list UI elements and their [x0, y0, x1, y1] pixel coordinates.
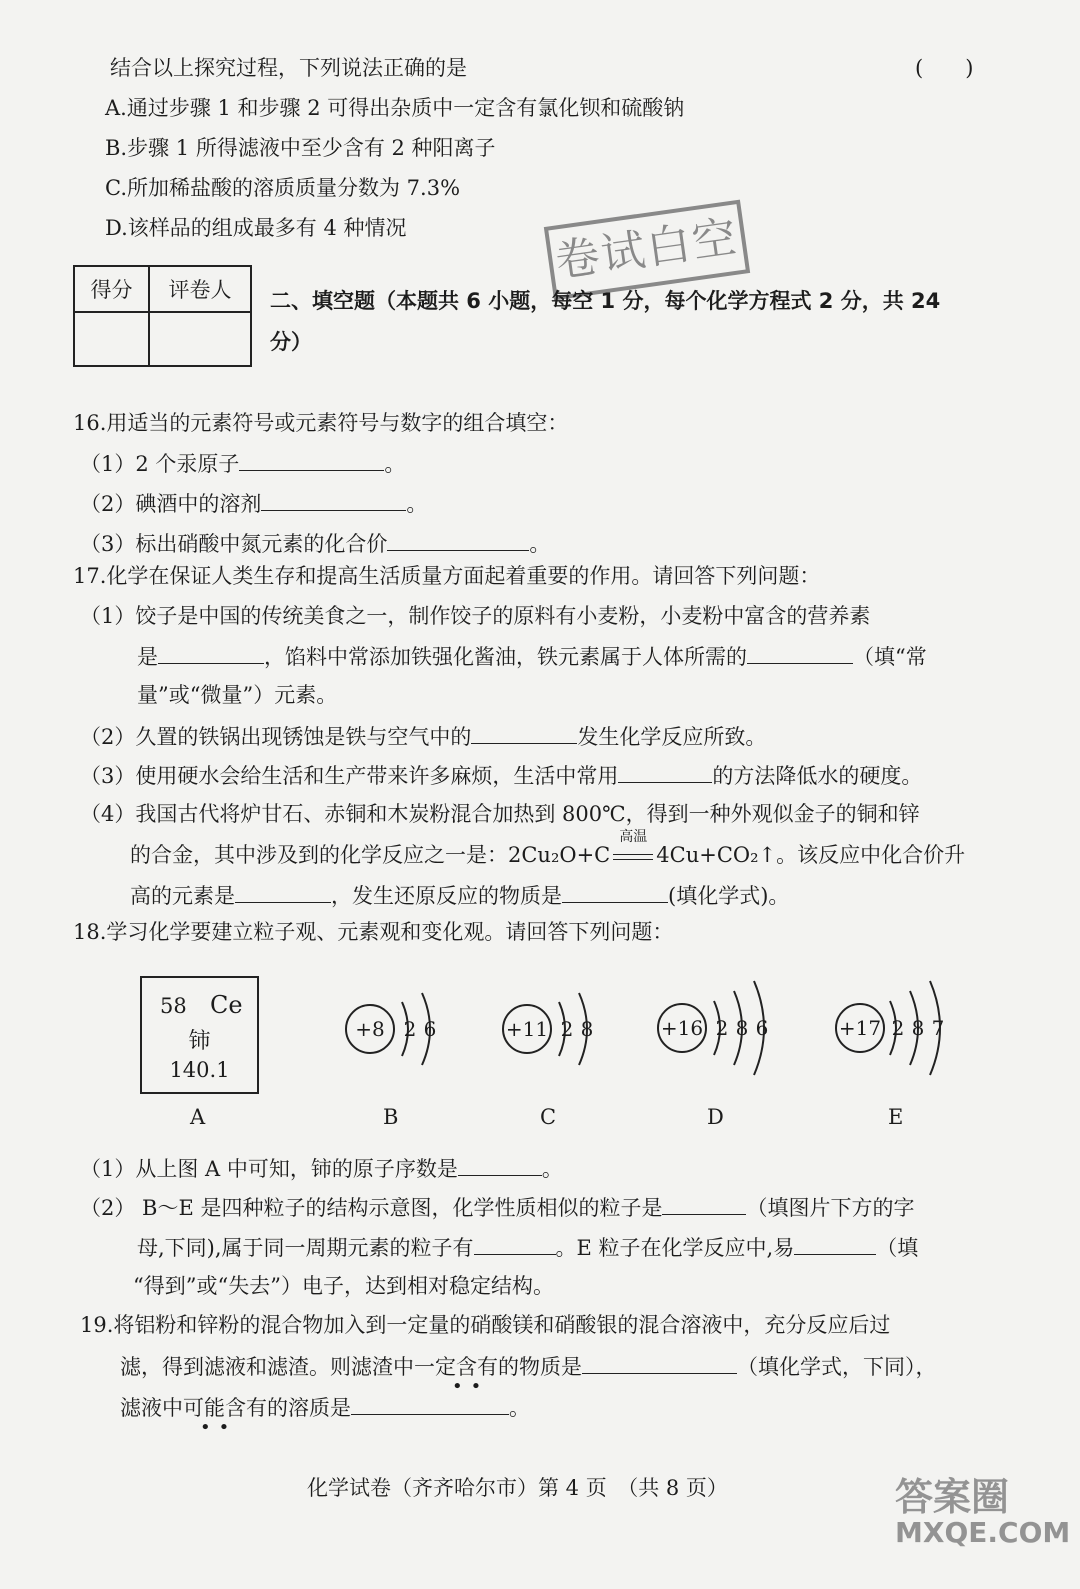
figure-label-e: E	[888, 1105, 904, 1129]
equation-condition-text: 高温	[619, 829, 648, 845]
q17-stem: 17.化学在保证人类生存和提高生活质量方面起着重要的作用。请回答下列问题：	[73, 564, 821, 588]
shell-electrons: 2	[891, 1016, 905, 1040]
q17-part2-text-a: （2）久置的铁锅出现锈蚀是铁与空气中的	[80, 725, 472, 749]
q16-part2-end: 。	[406, 492, 428, 516]
emphasis-dots: ••	[452, 1376, 490, 1397]
nucleus-charge: +17	[838, 1016, 882, 1040]
answer-blank[interactable]	[387, 532, 529, 551]
answer-blank[interactable]	[582, 1355, 737, 1374]
shell-electrons: 8	[735, 1016, 749, 1040]
q18-part2-text-a: （2） B～E 是四种粒子的结构示意图，化学性质相似的粒子是	[80, 1196, 663, 1220]
atom-diagram-e	[828, 975, 958, 1085]
q18-part1	[80, 1157, 563, 1180]
shell-electrons: 8	[580, 1017, 594, 1041]
q18-part2-text-c: 母,下同),属于同一周期元素的粒子有	[137, 1236, 474, 1260]
q15-stem: 结合以上探究过程，下列说法正确的是	[110, 56, 467, 80]
watermark-logo-text: 答案圈	[895, 1475, 1010, 1519]
watermark-url: MXQE.COM	[895, 1516, 1071, 1549]
q17-part4-text-a: 高的元素是	[130, 884, 235, 908]
q15-option-d: D.该样品的组成最多有 4 种情况	[105, 216, 407, 240]
q18-part2-text-b: （填图片下方的字	[746, 1196, 915, 1220]
q19-text-c: 滤液中可能含有的溶质是	[120, 1396, 351, 1420]
q16-part2	[80, 492, 427, 515]
emphasis-dots: ••	[200, 1417, 238, 1438]
q18-part2-line2	[137, 1236, 918, 1259]
q17-part4-line3	[130, 884, 789, 907]
q17-part2-text-b: 发生化学反应所致。	[577, 725, 767, 749]
q19-text-a: 滤，得到滤液和滤渣。则滤渣中一定含有的物质是	[120, 1355, 582, 1379]
q17-part1-text-a: 是	[137, 645, 158, 669]
shell-electrons: 2	[403, 1017, 417, 1041]
q19-line1: 19.将铝粉和锌粉的混合物加入到一定量的硝酸镁和硝酸银的混合溶液中，充分反应后过	[80, 1313, 891, 1337]
figure-label-c: C	[540, 1105, 557, 1129]
q16-part1-end: 。	[384, 452, 406, 476]
q18-part2-line1	[80, 1196, 914, 1219]
answer-blank[interactable]	[562, 884, 668, 903]
figure-label-a: A	[190, 1105, 206, 1129]
equation-condition	[610, 829, 656, 866]
q17-part1-line3: 量”或“微量”）元素。	[137, 683, 338, 707]
shell-electrons: 2	[560, 1017, 574, 1041]
score-header: 得分	[74, 266, 149, 312]
q18-stem: 18.学习化学要建立粒子观、元素观和变化观。请回答下列问题：	[73, 920, 674, 944]
grader-header: 评卷人	[149, 266, 251, 312]
q19-text-b: （填化学式，下同），	[737, 1355, 937, 1379]
atom-diagram-b	[338, 985, 448, 1075]
q17-part4-line1: （4）我国古代将炉甘石、赤铜和木炭粉混合加热到 800℃，得到一种外观似金子的铜和锌	[80, 802, 920, 826]
q18-part2-line3: “得到”或“失去”）电子，达到相对稳定结构。	[133, 1274, 554, 1298]
q19-line3	[120, 1396, 530, 1419]
nucleus-charge: +11	[505, 1017, 549, 1041]
nucleus-charge: +16	[660, 1016, 704, 1040]
q17-part4-text-b: ，发生还原反应的物质是	[331, 884, 562, 908]
equals-double-line	[613, 854, 653, 860]
answer-blank[interactable]	[618, 764, 712, 783]
shell-electrons: 8	[911, 1016, 925, 1040]
q18-part2-text-e: （填	[876, 1236, 919, 1260]
section-heading: 二、填空题（本题共 6 小题，每空 1 分，每个化学方程式 2 分，共 24	[270, 289, 941, 313]
element-symbol: Ce	[210, 991, 243, 1019]
element-name: 铈	[188, 1029, 211, 1054]
shell-electrons: 7	[931, 1016, 945, 1040]
shell-electrons: 6	[755, 1016, 769, 1040]
q16-part1-text: （1）2 个汞原子	[80, 452, 240, 476]
q17-part3-text-b: 的方法降低水的硬度。	[712, 764, 923, 788]
answer-blank[interactable]	[662, 1196, 746, 1215]
figure-label-b: B	[383, 1105, 399, 1129]
answer-blank[interactable]	[158, 645, 264, 664]
q17-part2	[80, 725, 766, 748]
shell-electrons: 6	[423, 1017, 437, 1041]
atomic-mass: 140.1	[169, 1058, 230, 1082]
answer-blank[interactable]	[261, 492, 406, 511]
q17-part1-text-b: ，馅料中常添加铁强化酱油，铁元素属于人体所需的	[264, 645, 747, 669]
q17-part3	[80, 764, 922, 787]
site-watermark	[895, 1475, 1071, 1550]
q15-answer-paren: ( )	[915, 56, 974, 80]
q16-part1	[80, 452, 405, 475]
q15-option-b: B.步骤 1 所得滤液中至少含有 2 种阳离子	[105, 136, 496, 160]
q17-part4-text-c: (填化学式)。	[668, 884, 790, 908]
q17-equation-left: 的合金，其中涉及到的化学反应之一是：2Cu₂O+C	[130, 843, 611, 867]
shell-electrons: 2	[715, 1016, 729, 1040]
q17-equation-right: 4Cu+CO₂↑。该反应中化合价升	[656, 843, 966, 867]
nucleus-charge: +8	[355, 1017, 385, 1041]
q18-part1-end: 。	[541, 1157, 563, 1181]
q15-option-a: A.通过步骤 1 和步骤 2 可得出杂质中一定含有氯化钡和硫酸钠	[105, 96, 685, 120]
q16-stem: 16.用适当的元素符号或元素符号与数字的组合填空：	[73, 411, 569, 435]
section-heading-cont: 分）	[270, 330, 312, 354]
q15-option-c: C.所加稀盐酸的溶质质量分数为 7.3%	[105, 176, 461, 200]
score-table	[73, 265, 252, 367]
answer-blank[interactable]	[351, 1396, 509, 1415]
q17-part1-line2	[137, 645, 927, 668]
q17-part1-line1: （1）饺子是中国的传统美食之一，制作饺子的原料有小麦粉，小麦粉中富含的营养素	[80, 604, 871, 628]
grader-cell	[149, 312, 251, 366]
figure-label-d: D	[707, 1105, 724, 1129]
element-card-cerium	[140, 976, 259, 1094]
page-footer: 化学试卷（齐齐哈尔市）第 4 页 （共 8 页）	[307, 1476, 728, 1500]
score-cell	[74, 312, 149, 366]
q17-part4-line2	[130, 829, 966, 867]
q16-part3-text: （3）标出硝酸中氮元素的化合价	[80, 532, 388, 556]
q17-part3-text-a: （3）使用硬水会给生活和生产带来许多麻烦，生活中常用	[80, 764, 619, 788]
blank-page-stamp: 卷试白空	[544, 200, 750, 301]
answer-blank[interactable]	[471, 725, 577, 744]
answer-blank[interactable]	[747, 645, 853, 664]
answer-blank[interactable]	[235, 884, 331, 903]
q18-part2-text-d: 。E 粒子在化学反应中,易	[555, 1236, 795, 1260]
q16-part2-text: （2）碘酒中的溶剂	[80, 492, 262, 516]
atomic-number: 58	[160, 994, 187, 1018]
q19-line2	[120, 1355, 937, 1378]
q17-part1-text-c: （填“常	[853, 645, 927, 669]
answer-blank[interactable]	[474, 1236, 556, 1255]
q19-text-d: 。	[509, 1396, 530, 1420]
answer-blank[interactable]	[794, 1236, 876, 1255]
atom-diagram-d	[650, 975, 780, 1085]
atom-diagram-c	[495, 985, 605, 1075]
q18-part1-text: （1）从上图 A 中可知，铈的原子序数是	[80, 1157, 458, 1181]
answer-blank[interactable]	[458, 1157, 542, 1176]
q16-part3-end: 。	[529, 532, 551, 556]
q16-part3	[80, 532, 550, 555]
answer-blank[interactable]	[239, 452, 384, 471]
